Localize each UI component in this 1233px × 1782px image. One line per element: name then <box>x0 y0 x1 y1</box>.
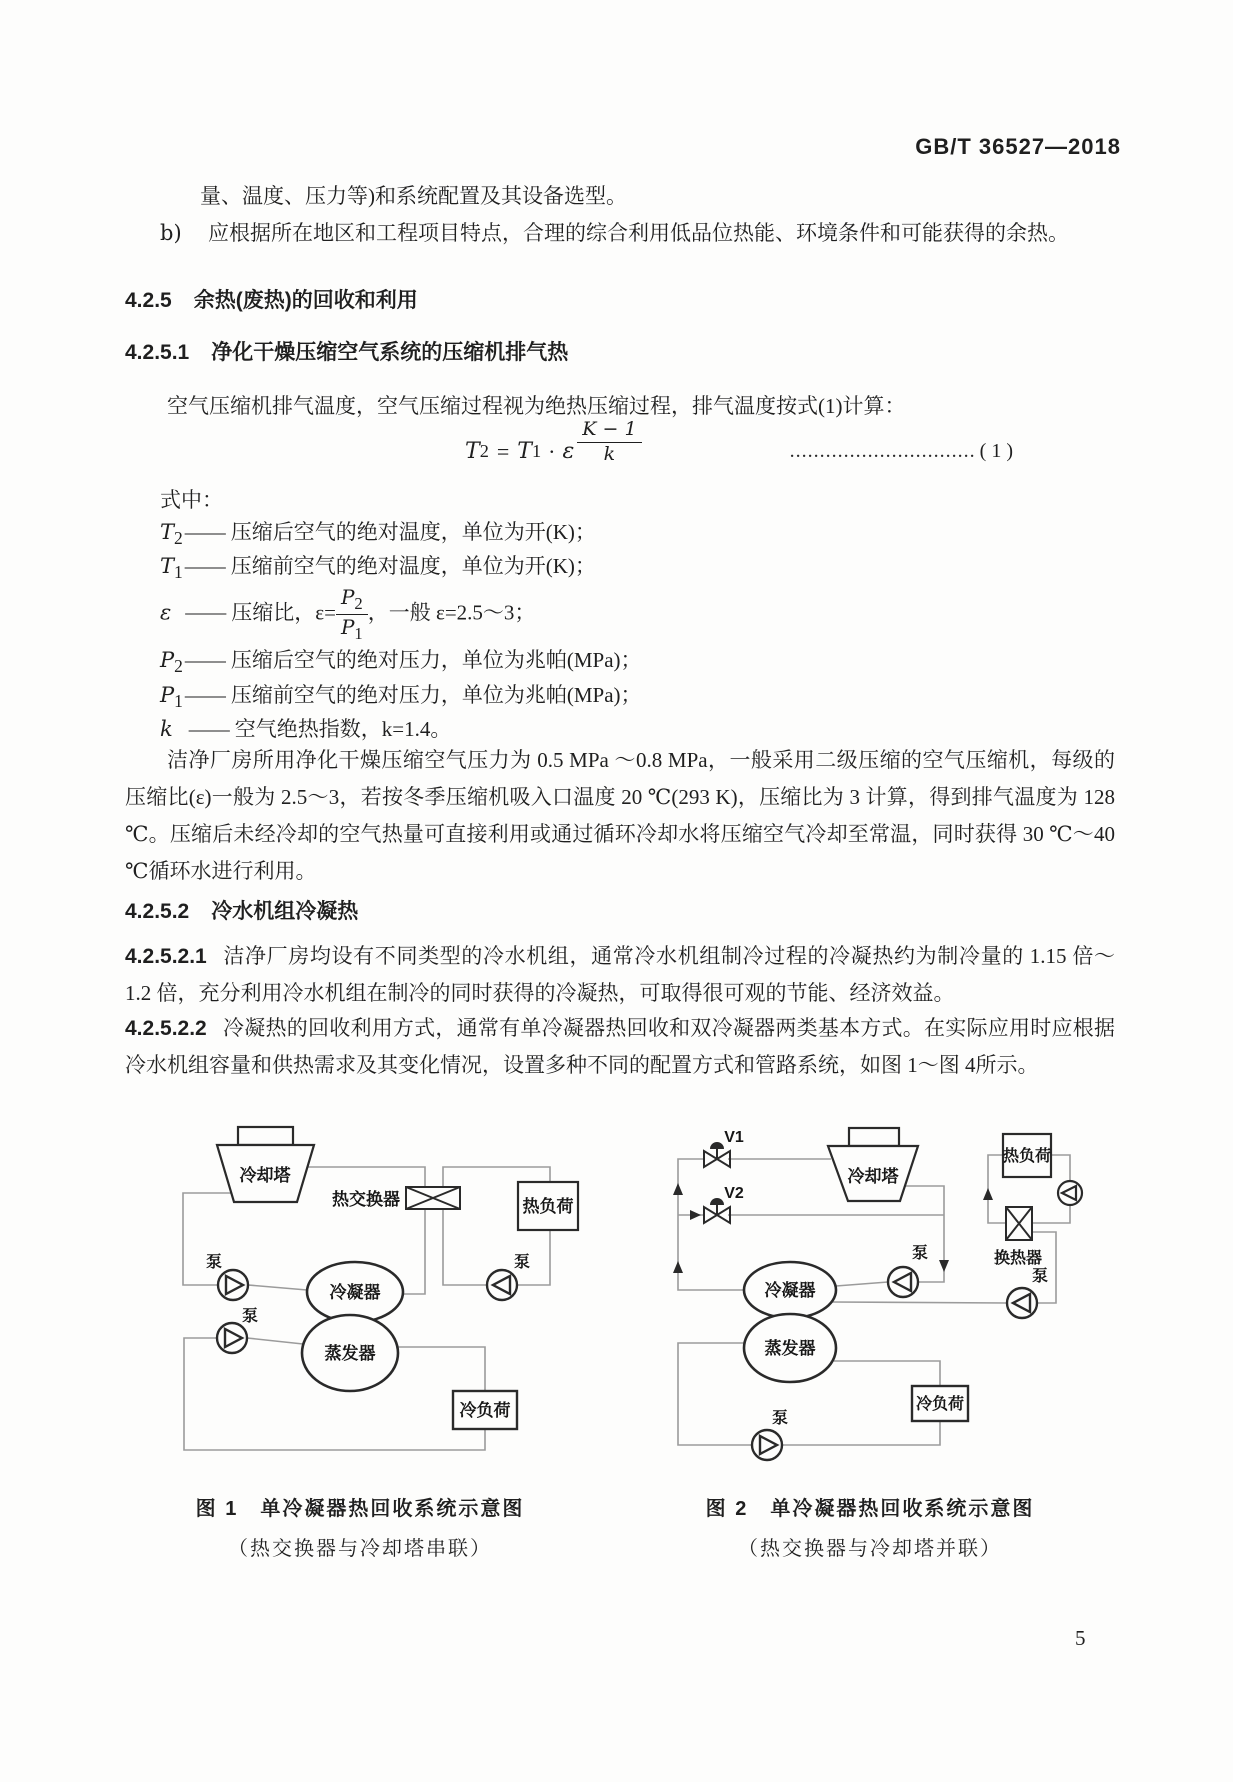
pump-icon <box>888 1267 918 1297</box>
pump-icon <box>217 1323 247 1353</box>
heat-exchanger-shape <box>406 1187 460 1209</box>
def-symbol: ε <box>160 600 172 625</box>
standard-code: GB/T 36527—2018 <box>915 134 1121 159</box>
pressure-ratio-fraction <box>336 586 368 643</box>
item-b-text: 应根据所在地区和工程项目特点，合理的综合利用低品位热能、环境条件和可能获得的余热。 <box>208 221 1069 245</box>
def-subscript: 2 <box>174 656 183 677</box>
figure1-diagram <box>140 1095 580 1480</box>
equation-1 <box>125 418 1115 475</box>
pump-label: 泵 <box>241 1308 259 1325</box>
heat-load-label: 热负荷 <box>522 1197 574 1216</box>
fraction-denominator-subscript: 1 <box>354 624 363 644</box>
pump-icon <box>1058 1181 1082 1205</box>
eq-rhs-symbol: T <box>517 438 532 464</box>
def-symbol: T <box>160 520 175 544</box>
heading-4-2-5-1 <box>125 334 1115 371</box>
heading-title: 净化干燥压缩空气系统的压缩机排气热 <box>211 341 569 364</box>
condenser-label: 冷凝器 <box>329 1283 381 1302</box>
item-b-label: b) <box>160 221 182 245</box>
figure1-caption-title: 图 1 单冷凝器热回收系统示意图 <box>195 1498 525 1520</box>
equation-leader-dots: ............................... <box>789 439 976 462</box>
cooling-tower-label: 冷却塔 <box>239 1166 291 1185</box>
evaporator-label: 蒸发器 <box>764 1339 816 1358</box>
cooling-tower-shape <box>828 1128 918 1201</box>
def-dash: —— <box>184 554 225 578</box>
equation-number-group <box>790 433 1115 470</box>
heading-number: 4.2.5.1 <box>125 341 190 364</box>
heading-title: 余热(废热)的回收和利用 <box>193 289 418 312</box>
def-subscript: 2 <box>174 528 183 549</box>
figure1-caption <box>140 1492 580 1561</box>
figure2-caption-subtitle: （热交换器与冷却塔并联） <box>738 1538 1002 1560</box>
paragraph-4-2-5-2-1 <box>125 938 1115 1012</box>
paragraph-compressor: 洁净厂房所用净化干燥压缩空气压力为 0.5 MPa ～0.8 MPa，一般采用二级压缩的空气压缩机，每级的压缩比(ε)一般为 2.5～3，若按冬季压缩机吸入口温度 20 ℃(293 K)，压缩比为 3 计算，得到排气温度为 128 ℃。压缩后未经冷却的空气热量可直接利用或通过循环冷却水将压缩空气冷却至常温，同时获得 30 ℃～40 ℃循环水进行利用。 <box>125 748 1115 883</box>
def-symbol: P <box>160 683 175 707</box>
def-text-before-fraction: 压缩比，ε= <box>231 600 336 625</box>
paragraph-number: 4.2.5.2.2 <box>125 1017 207 1040</box>
pump-label: 泵 <box>1031 1268 1049 1285</box>
def-subscript: 1 <box>174 691 183 712</box>
fraction-numerator-subscript: 2 <box>354 594 363 613</box>
heading-number: 4.2.5 <box>125 289 172 312</box>
cooling-tower-label: 冷却塔 <box>847 1167 899 1186</box>
heading-number: 4.2.5.2 <box>125 900 190 923</box>
where-label: 式中： <box>160 488 223 512</box>
paragraph-4-2-5-2-2 <box>125 1010 1115 1084</box>
paragraph-text: 洁净厂房均设有不同类型的冷水机组，通常冷水机组制冷过程的冷凝热约为制冷量的 1.15 倍～1.2 倍，充分利用冷水机组在制冷的同时获得的冷凝热，可取得很可观的节能、经济效益。 <box>125 944 1115 1005</box>
cooling-load-label: 冷负荷 <box>459 1401 511 1420</box>
item-a-continuation: 量、温度、压力等)和系统配置及其设备选型。 <box>200 184 627 208</box>
condenser-label: 冷凝器 <box>764 1281 816 1300</box>
heat-exchanger-label: 换热器 <box>993 1250 1043 1267</box>
pump-label: 泵 <box>771 1410 789 1427</box>
def-dash: —— <box>184 648 225 672</box>
flow-arrow-icon <box>673 1183 993 1273</box>
pump-label: 泵 <box>513 1254 531 1271</box>
pump-icon <box>752 1430 782 1460</box>
def-text: 空气绝热指数，k=1.4。 <box>234 717 452 741</box>
def-subscript: 1 <box>174 562 183 583</box>
heat-exchanger-shape <box>1006 1207 1032 1240</box>
paragraph-formula-intro: 空气压缩机排气温度，空气压缩过程视为绝热压缩过程，排气温度按式(1)计算： <box>167 394 906 418</box>
eq-multiply-dot: · <box>548 438 556 464</box>
figure2-diagram <box>600 1095 1100 1480</box>
fraction-numerator-symbol: P <box>340 585 355 609</box>
def-dash: —— <box>184 520 225 544</box>
def-symbol: P <box>160 648 175 672</box>
heading-4-2-5 <box>125 282 1115 319</box>
def-text: 压缩后空气的绝对温度，单位为开(K)； <box>230 520 596 544</box>
figure1-caption-subtitle: （热交换器与冷却塔串联） <box>228 1538 492 1560</box>
equation-expression <box>465 418 642 475</box>
def-text: 压缩前空气的绝对温度，单位为开(K)； <box>230 554 596 578</box>
cooling-tower-shape <box>217 1127 314 1202</box>
eq-lhs-symbol: T <box>465 438 480 464</box>
def-dash: —— <box>185 600 226 625</box>
def-dash: —— <box>184 683 225 707</box>
eq-exponent-numerator: K − 1 <box>577 419 641 443</box>
heat-exchanger-label: 热交换器 <box>332 1190 400 1209</box>
pump-icon <box>218 1270 248 1300</box>
figure2-caption-title: 图 2 单冷凝器热回收系统示意图 <box>705 1498 1035 1520</box>
eq-exponent-denominator: k <box>603 442 616 465</box>
equation-number: ( 1 ) <box>979 439 1013 462</box>
valve-v2-label: V2 <box>724 1185 744 1202</box>
eq-equals: = <box>496 438 510 464</box>
def-symbol: T <box>160 554 175 578</box>
cooling-load-label: 冷负荷 <box>915 1396 965 1413</box>
eq-rhs-subscript: 1 <box>531 440 542 461</box>
eq-lhs-subscript: 2 <box>479 440 489 461</box>
pump-label: 泵 <box>205 1254 223 1271</box>
heading-4-2-5-2 <box>125 893 1115 930</box>
def-symbol: k <box>160 717 173 741</box>
definition-t1 <box>125 548 1115 591</box>
pump-icon <box>1007 1288 1037 1318</box>
item-b <box>125 215 1115 252</box>
heading-title: 冷水机组冷凝热 <box>211 900 359 923</box>
def-text-after-fraction: ，一般 ε=2.5～3； <box>367 600 536 625</box>
def-dash: —— <box>188 717 229 741</box>
page-number: 5 <box>1075 1626 1086 1650</box>
pump-icon <box>487 1270 517 1300</box>
definition-epsilon <box>125 586 1115 643</box>
heat-load-label: 热负荷 <box>1002 1148 1052 1165</box>
def-text: 压缩后空气的绝对压力，单位为兆帕(MPa)； <box>230 648 642 672</box>
eq-epsilon: ε <box>562 438 575 464</box>
fraction-denominator-symbol: P <box>340 615 355 640</box>
paragraph-text: 冷凝热的回收利用方式，通常有单冷凝器热回收和双冷凝器两类基本方式。在实际应用时应根据冷水机组容量和供热需求及其变化情况，设置多种不同的配置方式和管路系统，如图 1～图 4所示。 <box>125 1016 1115 1077</box>
pump-label: 泵 <box>911 1245 929 1262</box>
paragraph-number: 4.2.5.2.1 <box>125 945 207 968</box>
valve-v1-label: V1 <box>724 1129 744 1146</box>
def-text: 压缩前空气的绝对压力，单位为兆帕(MPa)； <box>230 683 642 707</box>
evaporator-label: 蒸发器 <box>324 1344 376 1363</box>
eq-exponent-fraction <box>577 419 641 466</box>
figure2-caption <box>620 1492 1120 1561</box>
